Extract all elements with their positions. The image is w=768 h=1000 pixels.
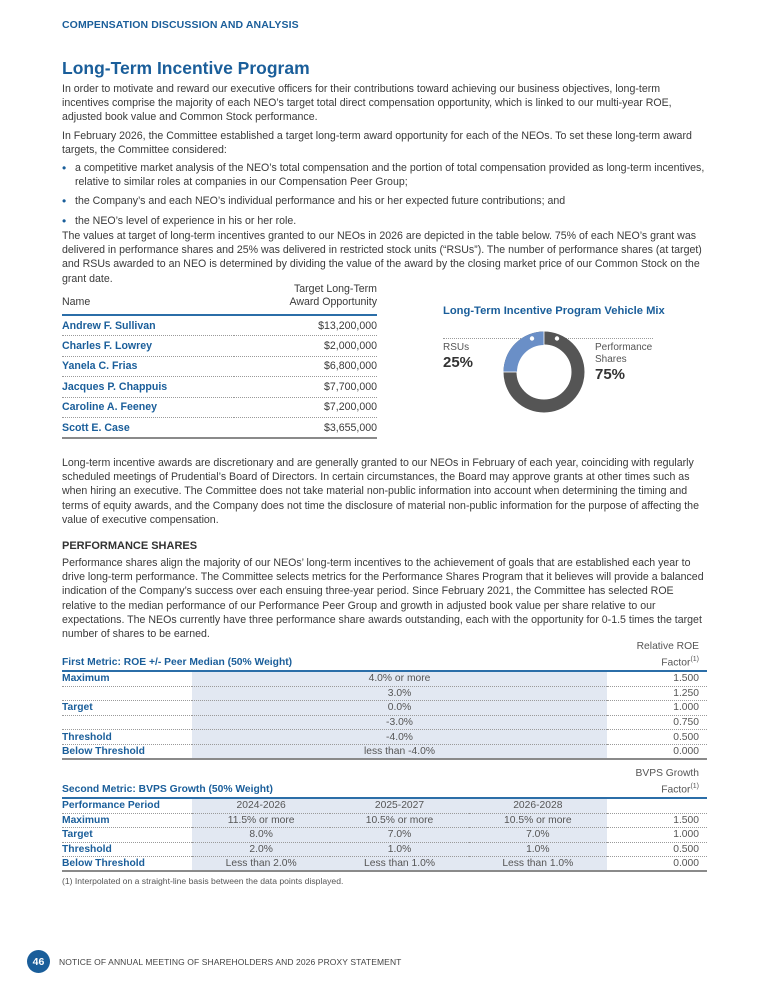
awards-paragraph: Long-term incentive awards are discretionary and are generally granted to our NEOs in February of each year, coinciding with regularly scheduled meetings of Prudential’s Board of Directors. In certain circumstances, the Board may approve grants at other times such as when hiring an executive. The Committee does not take material non-public information into account when determining the timing and terms of equity awards, and the Company does not time the disclosure of material non-public information for the purpose of affecting the value of executive compensation. [62, 457, 699, 526]
page-title: Long-Term Incentive Program [62, 58, 310, 78]
col-header-name: Name [62, 283, 234, 315]
legend-value: 75% [595, 366, 626, 383]
col-header-factor: Relative ROE Factor$^{(1)}$ [607, 641, 707, 671]
table-row: Below Threshold Less than 2.0% Less than 1.0% Less than 1.0% 0.000 [62, 857, 707, 872]
legend-label: Shares [595, 354, 627, 365]
roe-metric-table [62, 641, 707, 760]
table-row [62, 315, 377, 336]
bvps-table-title: Second Metric: BVPS Growth (50% Weight) [62, 768, 607, 798]
legend-value: 25% [443, 354, 474, 371]
legend-rsu [443, 342, 473, 371]
page-footer [27, 950, 401, 973]
performance-shares-paragraph: Performance shares align the majority of our NEOs’ long-term incentives to the achievement of goals that are established each year to drive long-term performance. The Committee selects metrics for the Performance Shares Program that it believes will provide a balanced indication of the Company’s success over each ensuing three-year period. Since February 2021, the Committee has selected ROE relative to the median performance of our Performance Peer Group and growth in adjusted book value per share relative to our expectations. The NEOs currently have three performance share awards outstanding, each with the opportunity for 0-1.5 times the target number of shares to be earned. [62, 557, 704, 641]
list-item: • a competitive market analysis of the NEO’s total compensation and the portion of total compensation provided as long-term incentives, relative to similar roles at companies in our Compensation Peer Group; [62, 161, 710, 189]
considerations-list [62, 161, 710, 233]
footnote: (1) Interpolated on a straight-line basis between the data points displayed. [62, 876, 344, 886]
performance-shares-heading: PERFORMANCE SHARES [62, 540, 198, 552]
intro-paragraph: In order to motivate and reward our executive officers for their contributions toward achieving our business objectives, long-term incentives comprise the majority of each NEO’s target total direct compensation opportunity, which is linked to our multi-year ROE, adjusted book value and Common Stock performance. [62, 83, 672, 124]
table-row [62, 397, 377, 418]
table-row: Below Threshold less than -4.0% 0.000 [62, 744, 707, 759]
award-amount: $6,800,000 [234, 356, 377, 377]
neo-name: Caroline A. Feeney [62, 397, 234, 418]
february-paragraph: In February 2026, the Committee established a target long-term award opportunity for each of the NEOs. To set these long-term award targets, the Committee considered: [62, 130, 692, 157]
table-row: Maximum 4.0% or more 1.500 [62, 671, 707, 686]
legend-label: Performance [595, 342, 653, 353]
table-row [62, 356, 377, 377]
page-number-badge: 46 [27, 950, 50, 973]
footer-text: NOTICE OF ANNUAL MEETING OF SHAREHOLDERS AND 2026 PROXY STATEMENT [59, 956, 402, 967]
table-row: Threshold 2.0% 1.0% 1.0% 0.500 [62, 842, 707, 857]
list-item: • the NEO’s level of experience in his or her role. [62, 214, 710, 228]
neo-name: Jacques P. Chappuis [62, 377, 234, 398]
table-row: -3.0% 0.750 [62, 715, 707, 730]
rsu-segment [504, 332, 545, 373]
list-item: • the Company’s and each NEO’s individual performance and his or her expected future contributions; and [62, 194, 710, 208]
bvps-metric-table [62, 768, 707, 872]
award-amount: $2,000,000 [234, 336, 377, 357]
table-row [62, 377, 377, 398]
table-row [62, 336, 377, 357]
table-row: Maximum 11.5% or more 10.5% or more 10.5% or more 1.500 [62, 813, 707, 828]
table-row: Threshold -4.0% 0.500 [62, 730, 707, 745]
neo-name: Andrew F. Sullivan [62, 315, 234, 336]
table-row: 3.0% 1.250 [62, 686, 707, 701]
legend-label: RSUs [443, 342, 470, 353]
award-amount: $13,200,000 [234, 315, 377, 336]
neo-name: Yanela C. Frias [62, 356, 234, 377]
donut-chart-title: Long-Term Incentive Program Vehicle Mix [443, 305, 665, 317]
col-header-factor: BVPS Growth Factor$^{(1)}$ [607, 768, 707, 798]
roe-table-title: First Metric: ROE +/- Peer Median (50% Weight) [62, 641, 607, 671]
award-amount: $7,700,000 [234, 377, 377, 398]
values-paragraph: The values at target of long-term incentives granted to our NEOs in 2026 are depicted in the table below. 75% of each NEO’s grant was delivered in performance shares and 25% was delivered in restricted stock units (“RSUs”). The number of performance shares (at target) and RSUs awarded to an NEO is determined by dividing the value of the award by the closing market price of our Common Stock on the grant date. [62, 230, 702, 285]
table-row [62, 418, 377, 439]
table-row: Performance Period 2024-2026 2025-2027 2026-2028 [62, 798, 707, 813]
neo-award-table [62, 283, 377, 439]
section-label: COMPENSATION DISCUSSION AND ANALYSIS [62, 19, 299, 31]
award-amount: $3,655,000 [234, 418, 377, 439]
neo-name: Scott E. Case [62, 418, 234, 439]
col-header-award: Target Long-Term Award Opportunity [234, 283, 377, 315]
legend-performance-shares [595, 342, 652, 383]
award-amount: $7,200,000 [234, 397, 377, 418]
marker-dot [555, 336, 559, 340]
marker-dot [530, 336, 534, 340]
table-row: Target 8.0% 7.0% 7.0% 1.000 [62, 828, 707, 843]
table-row: Target 0.0% 1.000 [62, 701, 707, 716]
neo-name: Charles F. Lowrey [62, 336, 234, 357]
vehicle-mix-donut-chart [503, 331, 585, 413]
